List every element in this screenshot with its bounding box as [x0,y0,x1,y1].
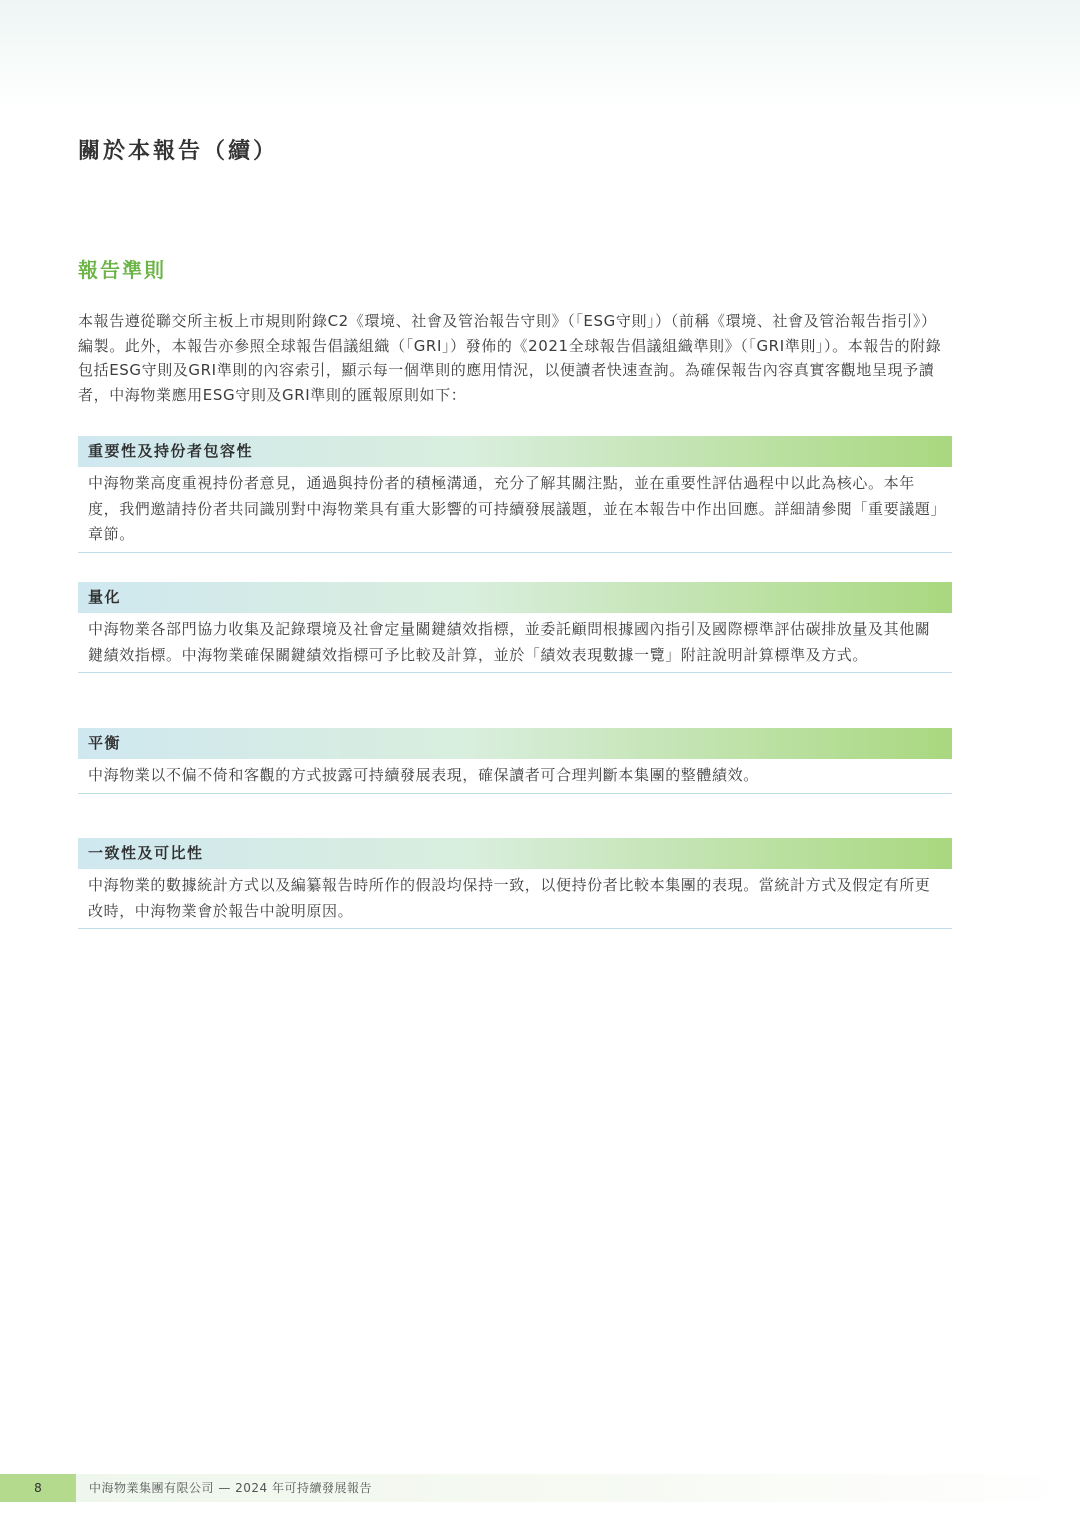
page-title: 關於本報告（續） [78,138,279,164]
principle-consistency [78,838,952,929]
principle-header: 平衡 [78,728,952,759]
intro-paragraph: 本報告遵從聯交所主板上市規則附錄C2《環境、社會及管治報告守則》（「ESG守則」）（前稱《環境、社會及管治報告指引》）編製。此外，本報告亦參照全球報告倡議組織（「GRI」）發佈的《2021全球報告倡議組織準則》（「GRI準則」）。本報告的附錄包括ESG守則及GRI準則的內容索引，顯示每一個準則的應用情況，以便讀者快速查詢。為確保報告內容真實客觀地呈現予讀者，中海物業應用ESG守則及GRI準則的匯報原則如下： [78,312,942,404]
page-footer [0,1474,1080,1502]
principle-body: 中海物業各部門協力收集及記錄環境及社會定量關鍵績效指標，並委託顧問根據國內指引及國際標準評估碳排放量及其他關鍵績效指標。中海物業確保關鍵績效指標可予比較及計算，並於「績效表現數據一覽」附註說明計算標準及方式。 [78,613,952,673]
principle-body: 中海物業高度重視持份者意見，通過與持份者的積極溝通，充分了解其關注點，並在重要性評估過程中以此為核心。本年度，我們邀請持份者共同識別對中海物業具有重大影響的可持續發展議題，並在本報告中作出回應。詳細請參閱「重要議題」章節。 [78,467,952,553]
principle-header: 量化 [78,582,952,613]
section-heading: 報告準則 [78,258,166,282]
top-decorative-band [0,0,1080,110]
principle-body: 中海物業以不偏不倚和客觀的方式披露可持續發展表現，確保讀者可合理判斷本集團的整體績效。 [78,759,952,794]
principle-header: 重要性及持份者包容性 [78,436,952,467]
page-number: 8 [0,1474,76,1502]
principle-materiality [78,436,952,553]
principle-body: 中海物業的數據統計方式以及編纂報告時所作的假設均保持一致，以便持份者比較本集團的表現。當統計方式及假定有所更改時，中海物業會於報告中說明原因。 [78,869,952,929]
principle-header: 一致性及可比性 [78,838,952,869]
principle-balance [78,728,952,794]
footer-report-title: 中海物業集團有限公司 — 2024 年可持續發展報告 [89,1481,372,1495]
principle-quantitative [78,582,952,673]
